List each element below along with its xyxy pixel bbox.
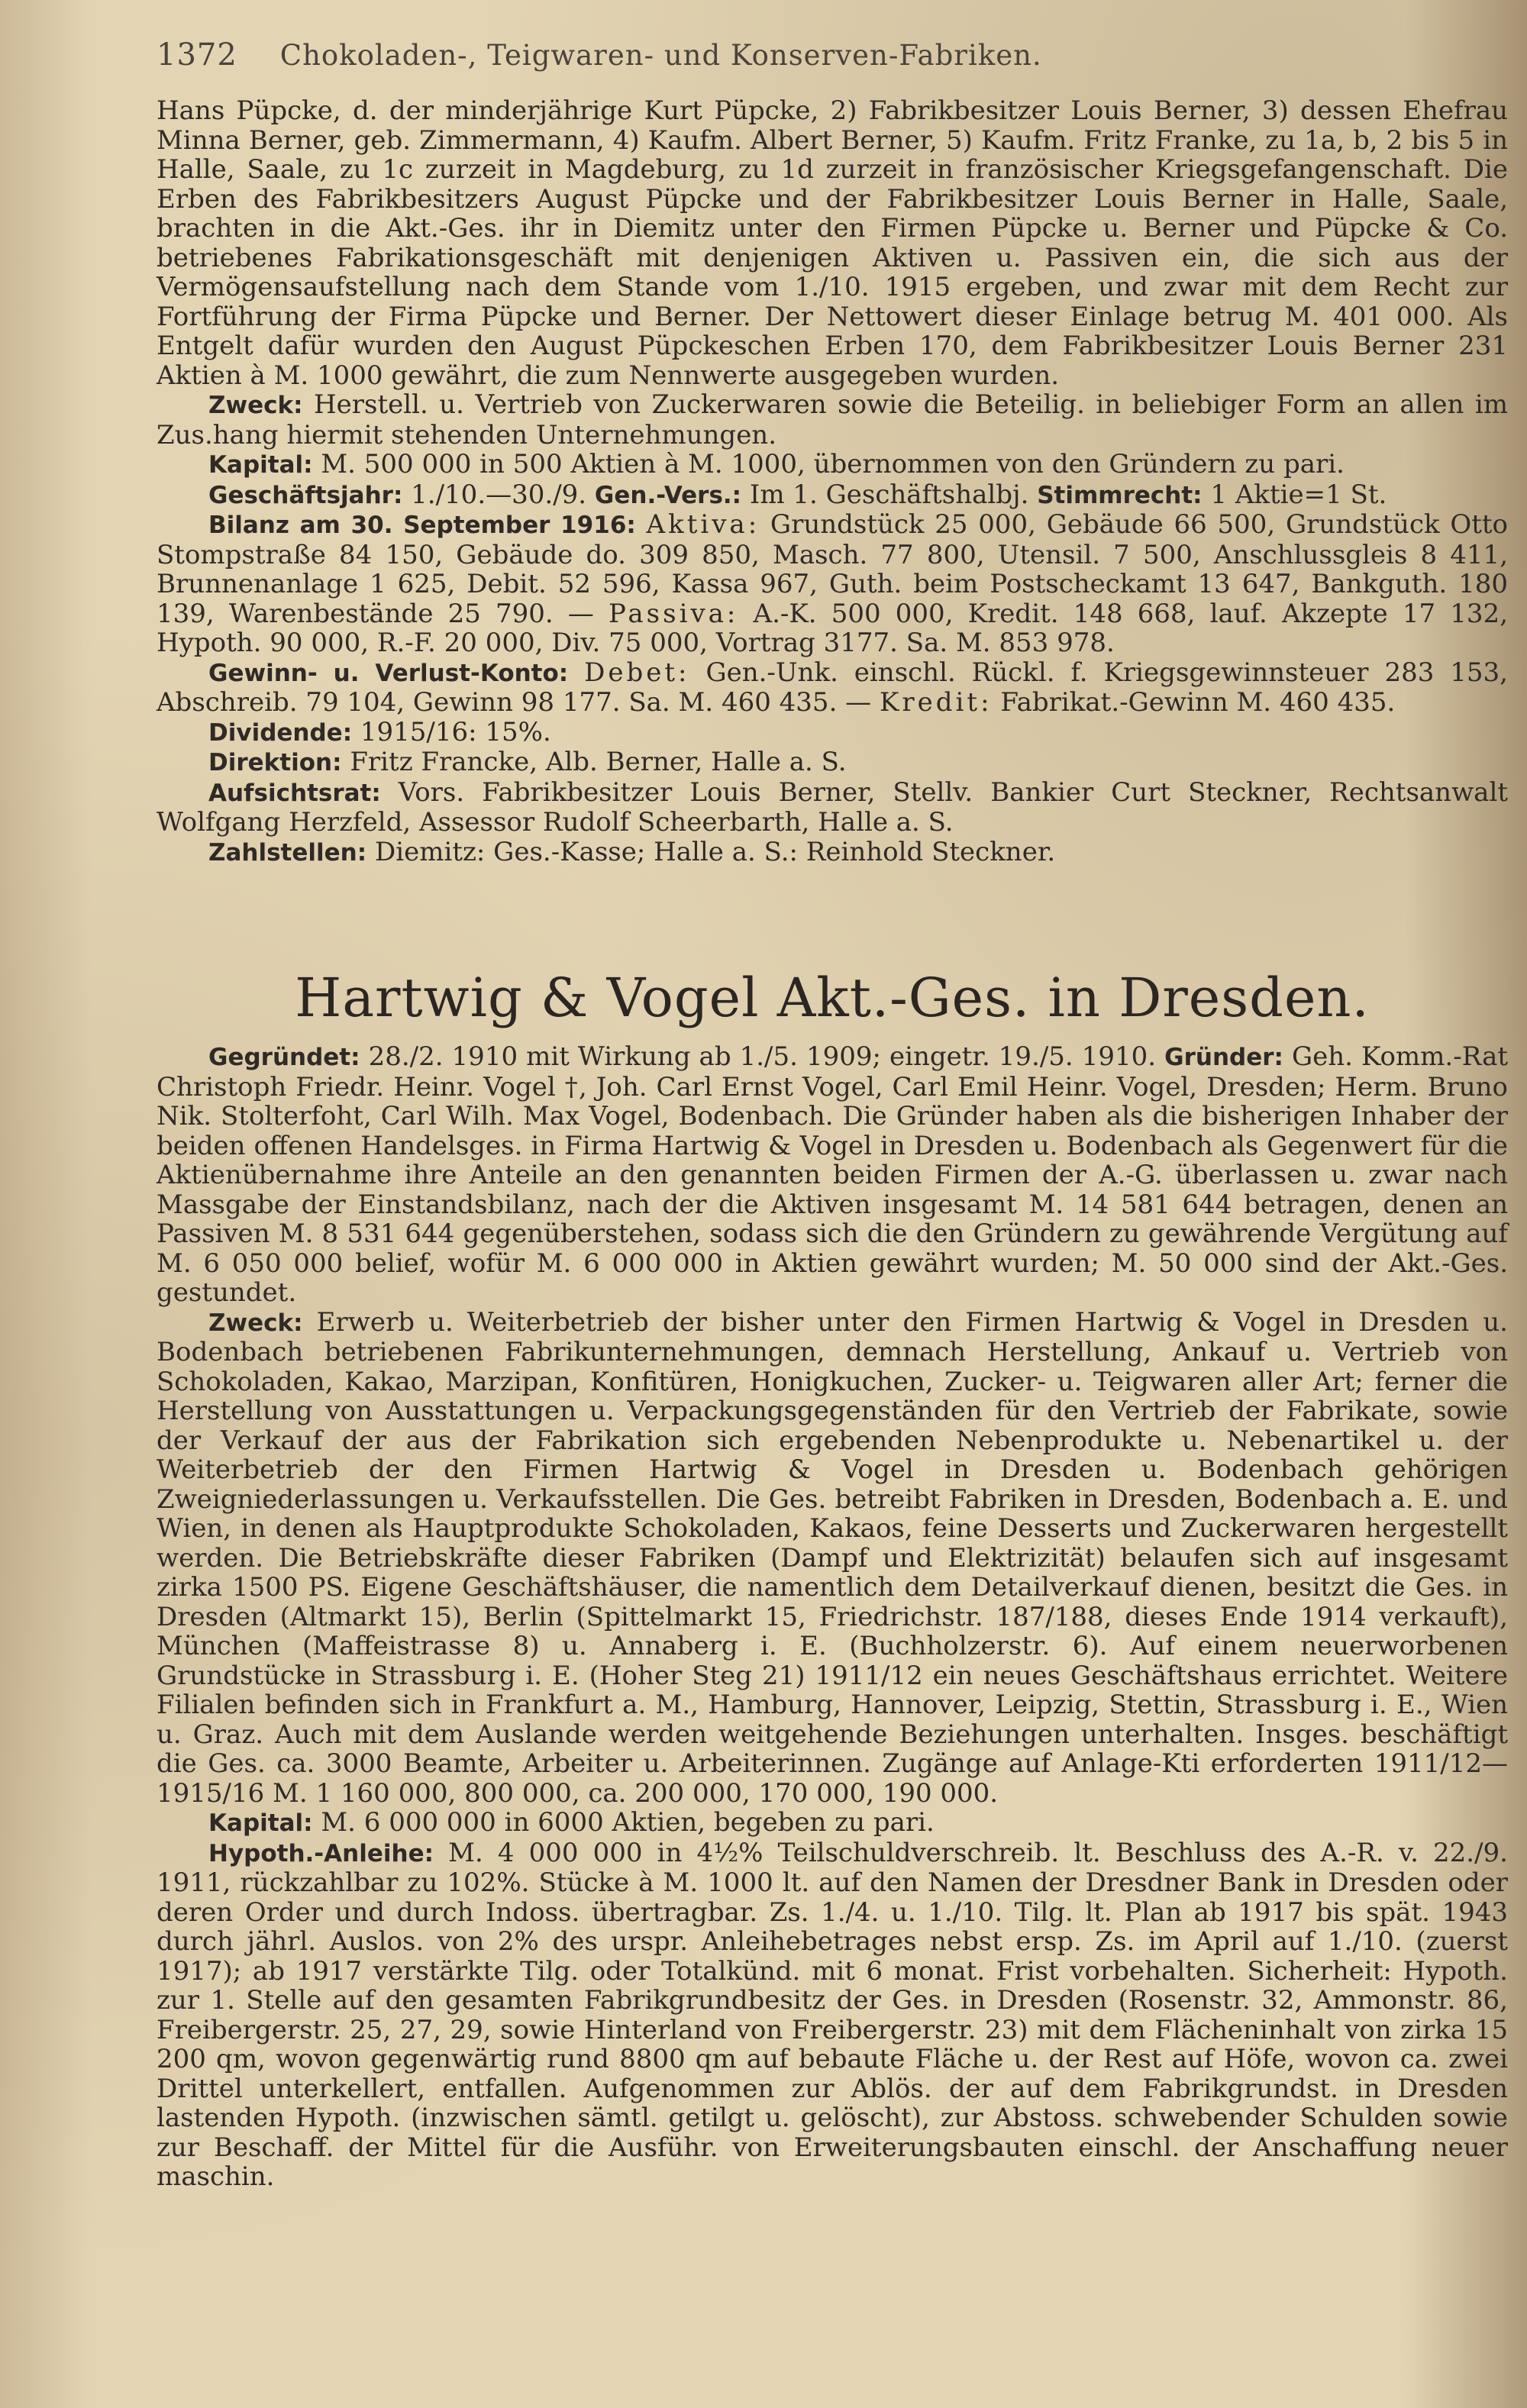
zahlstellen-paragraph	[157, 838, 1508, 868]
geschaeftsjahr-label: Geschäftsjahr:	[208, 481, 403, 509]
bilanz-label: Bilanz am 30. September 1916:	[208, 512, 636, 539]
kapital-paragraph	[157, 450, 1508, 480]
company-title: Hartwig & Vogel Akt.-Ges. in Dresden.	[295, 967, 1370, 1029]
geschaeftsjahr-paragraph	[157, 480, 1508, 511]
running-title: Chokoladen-, Teigwaren- und Konserven-Fabriken.	[279, 39, 1042, 72]
kapital-text: M. 6 000 000 in 6000 Aktien, begeben zu pari.	[321, 1807, 935, 1838]
kapital-label: Kapital:	[208, 451, 313, 479]
hypoth-anleihe-text: M. 4 000 000 in 4½% Teilschuldverschreib. lt. Beschluss des A.-R. v. 22./9. 1911, rückzahlbar zu 102%. Stücke à M. 1000 lt. auf den Namen der Dresdner Bank in Dresden oder deren Order und durch Indoss. übertragbar. Zs. 1./4. u. 1./10. Tilg. lt. Plan ab 1917 bis spät. 1943 durch jährl. Auslos. von 2% des urspr. Anleihebetrages nebst ersp. Zs. im April auf 1./10. (zuerst 1917); ab 1917 verstärkte Tilg. oder Totalkünd. mit 6 monat. Frist vorbehalten. Sicherheit: Hypoth. zur 1. Stelle auf den gesamten Fabrikgrundbesitz der Ges. in Dresden (Rosenstr. 32, Ammonstr. 86, Freibergerstr. 25, 27, 29, sowie Hinterland von Freibergerstr. 23) mit dem Flächeninhalt von zirka 15 200 qm, wovon gegenwärtig rund 8800 qm auf bebaute Fläche u. der Rest auf Höfe, wovon ca. zwei Drittel unterkellert, entfallen. Aufgenommen zur Ablös. der auf dem Fabrikgrundst. in Dresden lastenden Hypoth. (inzwischen sämtl. getilgt u. gelöscht), zur Abstoss. schwebender Schulden sowie zur Beschaff. der Mittel für die Ausführ. von Erweiterungsbauten einschl. der Anschaffung neuer maschin.	[157, 1837, 1508, 2192]
guv-label: Gewinn- u. Verlust-Konto:	[208, 659, 569, 687]
zweck-paragraph	[157, 390, 1508, 450]
gegruendet-paragraph	[157, 1042, 1508, 1308]
aufsichtsrat-paragraph	[157, 778, 1508, 838]
zweck-paragraph	[157, 1308, 1508, 1809]
entry-intro: Hans Püpcke, d. der minderjährige Kurt Püpcke, 2) Fabrikbesitzer Louis Berner, 3) dessen Ehefrau Minna Berner, geb. Zimmermann, 4) Kaufm. Albert Berner, 5) Kaufm. Fritz Franke, zu 1a, b, 2 bis 5 in Halle, Saale, zu 1c zurzeit in Magdeburg, zu 1d zurzeit in französischer Kriegsgefangenschaft. Die Erben des Fabrikbesitzers August Püpcke und der Fabrikbesitzer Louis Berner in Halle, Saale, brachten in die Akt.-Ges. ihr in Diemitz unter den Firmen Püpcke u. Berner und Püpcke & Co. betriebenes Fabrikationsgeschäft mit denjenigen Aktiven u. Passiven ein, die sich aus der Vermögensaufstellung nach dem Stande vom 1./10. 1915 ergeben, und zwar mit dem Recht zur Fortführung der Firma Püpcke und Berner. Der Nettowert dieser Einlage betrug M. 401 000. Als Entgelt dafür wurden den August Püpckeschen Erben 170, dem Fabrikbesitzer Louis Berner 231 Aktien à M. 1000 gewährt, die zum Nennwerte ausgegeben wurden.	[157, 95, 1508, 391]
aktiva-label: Aktiva:	[646, 509, 760, 540]
dividende-paragraph	[157, 718, 1508, 748]
hypoth-anleihe-paragraph	[157, 1838, 1508, 2192]
zweck-text: Erwerb u. Weiterbetrieb der bisher unter den Firmen Hartwig & Vogel in Dresden u. Bodenbach betriebenen Fabrikunternehmungen, demnach Herstellung, Ankauf u. Vertrieb von Schokoladen, Kakao, Marzipan, Konfitüren, Honigkuchen, Zucker- u. Teigwaren aller Art; ferner die Herstellung von Ausstattungen u. Verpackungsgegenständen für den Vertrieb der Fabrikate, sowie der Verkauf der aus der Fabrikation sich ergebenden Nebenprodukte u. Nebenartikel u. der Weiterbetrieb der den Firmen Hartwig & Vogel in Dresden u. Bodenbach gehörigen Zweigniederlassungen u. Verkaufsstellen. Die Ges. betreibt Fabriken in Dresden, Bodenbach a. E. und Wien, in denen als Hauptprodukte Schokoladen, Kakaos, feine Desserts und Zuckerwaren hergestellt werden. Die Betriebskräfte dieser Fabriken (Dampf und Elektrizität) belaufen sich auf insgesamt zirka 1500 PS. Eigene Geschäftshäuser, die namentlich dem Detailverkauf dienen, besitzt die Ges. in Dresden (Altmarkt 15), Berlin (Spittelmarkt 15, Friedrichstr. 187/188, dieses Ende 1914 verkauft), München (Maffeistrasse 8) u. Annaberg i. E. (Buchholzerstr. 6). Auf einem neuerworbenen Grundstücke in Strassburg i. E. (Hoher Steg 21) 1911/12 ein neues Geschäftshaus errichtet. Weitere Filialen befinden sich in Frankfurt a. M., Hamburg, Hannover, Leipzig, Stettin, Strassburg i. E., Wien u. Graz. Auch mit dem Auslande werden weitgehende Beziehungen unterhalten. Insges. beschäftigt die Ges. ca. 3000 Beamte, Arbeiter u. Arbeiterinnen. Zugänge auf Anlage-Kti erforderten 1911/12—1915/16 M. 1 160 000, 800 000, ca. 200 000, 170 000, 190 000.	[157, 1306, 1508, 1809]
gegruendet-label: Gegründet:	[208, 1044, 360, 1071]
stimmrecht-text: 1 Aktie=1 St.	[1210, 479, 1387, 510]
direktion-paragraph	[157, 747, 1508, 778]
hypoth-anleihe-label: Hypoth.-Anleihe:	[208, 1839, 434, 1867]
kapital-paragraph	[157, 1808, 1508, 1838]
kapital-label: Kapital:	[208, 1809, 313, 1837]
geschaeftsjahr-text: 1./10.—30./9.	[411, 479, 587, 510]
kredit-text: Fabrikat.-Gewinn M. 460 435.	[1000, 687, 1396, 718]
zahlstellen-text: Diemitz: Ges.-Kasse; Halle a. S.: Reinhold Steckner.	[374, 836, 1056, 867]
guv-paragraph	[157, 658, 1508, 718]
gen-vers-text: Im 1. Geschäftshalbj.	[749, 479, 1029, 510]
gegruendet-text: 28./2. 1910 mit Wirkung ab 1./5. 1909; eingetr. 19./5. 1910.	[368, 1041, 1157, 1072]
zahlstellen-label: Zahlstellen:	[208, 838, 367, 867]
entry-puepcke-berner	[157, 96, 1508, 867]
direktion-label: Direktion:	[208, 749, 342, 776]
aufsichtsrat-label: Aufsichtsrat:	[208, 779, 381, 807]
stimmrecht-label: Stimmrecht:	[1037, 481, 1203, 509]
debet-label: Debet:	[584, 657, 690, 688]
gen-vers-label: Gen.-Vers.:	[594, 481, 742, 509]
zweck-label: Zweck:	[208, 1309, 303, 1337]
dividende-label: Dividende:	[208, 718, 353, 747]
passiva-label: Passiva:	[609, 598, 739, 629]
aktiva-text: Grundstück 25 000, Gebäude 66 500, Grundstück Otto Stompstraße 84 150, Gebäude do. 309 850, Masch. 77 800, Utensil. 7 500, Anschlussgleis 8 411, Brunnenanlage 1 625, Debit. 52 596, Kassa 967, Guth. beim Postscheckamt 13 647, Bankguth. 180 139, Warenbestände 25 790. —	[157, 509, 1508, 629]
page-number: 1372	[157, 37, 237, 73]
gruender-label: Gründer:	[1164, 1044, 1283, 1071]
entry-hartwig-vogel	[157, 1042, 1508, 2192]
zweck-text: Herstell. u. Vertrieb von Zuckerwaren sowie die Beteilig. in beliebiger Form an allen im Zus.hang hiermit stehenden Unternehmungen.	[157, 389, 1508, 450]
zweck-label: Zweck:	[208, 392, 303, 419]
page-header	[157, 32, 1470, 78]
kredit-label: Kredit:	[880, 687, 993, 718]
kapital-text: M. 500 000 in 500 Aktien à M. 1000, übernommen von den Gründern zu pari.	[321, 449, 1345, 479]
gruender-text: Geh. Komm.-Rat Christoph Friedr. Heinr. Vogel †, Joh. Carl Ernst Vogel, Carl Emil Heinr. Vogel, Dresden; Herm. Bruno Nik. Stolterfoht, Carl Wilh. Max Vogel, Bodenbach. Die Gründer haben als die bisherigen Inhaber der beiden offenen Handelsges. in Firma Hartwig & Vogel in Dresden u. Bodenbach als Gegenwert für die Aktienübernahme ihre Anteile an den genannten beiden Firmen der A.-G. überlassen u. zwar nach Massgabe der Einstandsbilanz, nach der die Aktiven insgesamt M. 14 581 644 betragen, denen an Passiven M. 8 531 644 gegenüberstehen, sodass sich die den Gründern zu gewährende Vergütung auf M. 6 050 000 belief, wofür M. 6 000 000 in Aktien gewährt wurden; M. 50 000 sind der Akt.-Ges. gestundet.	[157, 1041, 1509, 1308]
dividende-text: 1915/16: 15%.	[360, 716, 551, 747]
debet-text: Gen.-Unk. einschl. Rückl. f. Kriegsgewinnsteuer 283 153, Abschreib. 79 104, Gewinn 98 177. Sa. M. 460 435. —	[157, 657, 1508, 718]
bilanz-paragraph	[157, 510, 1508, 658]
direktion-text: Fritz Francke, Alb. Berner, Halle a. S.	[350, 747, 847, 777]
aufsichtsrat-text: Vors. Fabrikbesitzer Louis Berner, Stellv. Bankier Curt Steckner, Rechtsanwalt Wolfgang Herzfeld, Assessor Rudolf Scheerbarth, Halle a. S.	[157, 776, 1508, 838]
passiva-text: A.-K. 500 000, Kredit. 148 668, lauf. Akzepte 17 132, Hypoth. 90 000, R.-F. 20 000, Div. 75 000, Vortrag 3177. Sa. M. 853 978.	[157, 598, 1508, 658]
